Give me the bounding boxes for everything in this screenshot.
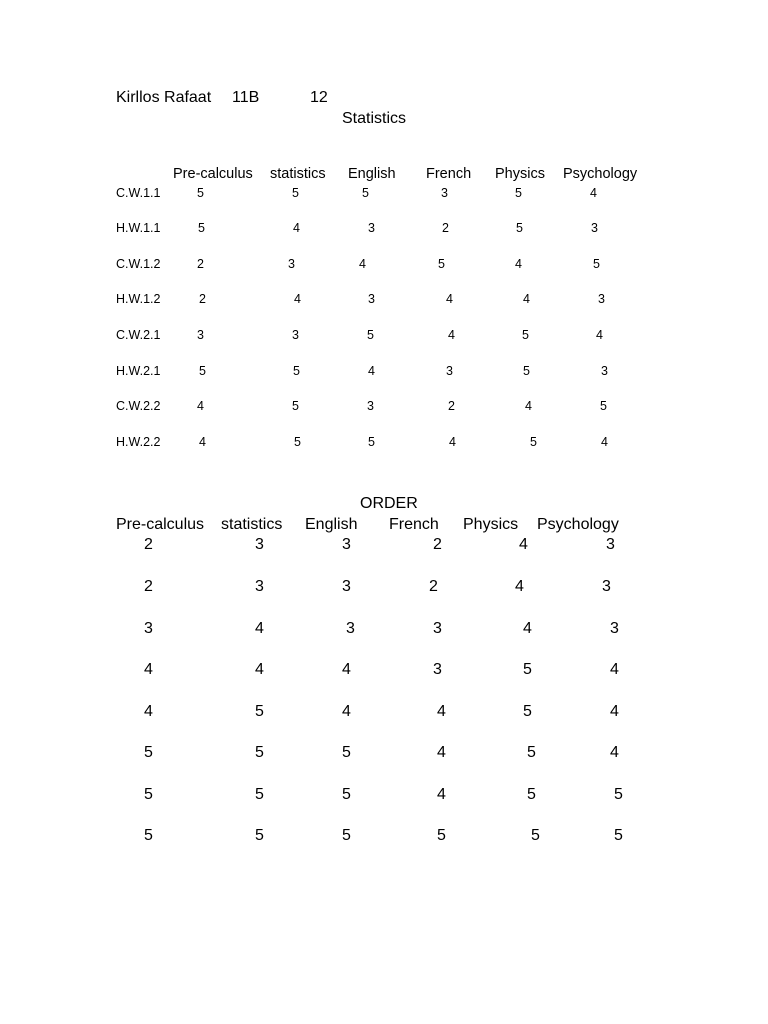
table1-cell: 5	[198, 221, 205, 235]
table1-cell: 4	[368, 364, 375, 378]
table1-column-header: English	[348, 166, 396, 182]
table1-cell: 5	[292, 186, 299, 200]
table1-row-label: H.W.2.2	[116, 435, 161, 449]
table2-cell: 5	[144, 827, 153, 844]
table2-cell: 4	[342, 661, 351, 678]
table2-cell: 4	[437, 786, 446, 803]
table1-cell: 2	[199, 292, 206, 306]
table1-cell: 3	[591, 221, 598, 235]
table2-cell: 5	[614, 786, 623, 803]
table2-cell: 5	[342, 786, 351, 803]
table2-cell: 4	[515, 578, 524, 595]
table2-cell: 4	[519, 536, 528, 553]
table2-cell: 3	[433, 661, 442, 678]
table2-cell: 5	[527, 744, 536, 761]
table1-cell: 5	[362, 186, 369, 200]
table2-cell: 5	[437, 827, 446, 844]
table2-cell: 5	[144, 744, 153, 761]
table1-cell: 3	[446, 364, 453, 378]
table2-cell: 5	[255, 786, 264, 803]
table1-cell: 4	[525, 399, 532, 413]
table1-cell: 4	[446, 292, 453, 306]
table1-row-label: H.W.2.1	[116, 364, 161, 378]
table1-row-label: C.W.1.2	[116, 257, 161, 271]
table2-cell: 5	[255, 703, 264, 720]
table1-cell: 4	[596, 328, 603, 342]
table1-cell: 4	[601, 435, 608, 449]
table2-cell: 5	[523, 661, 532, 678]
table2-cell: 2	[144, 578, 153, 595]
table2-cell: 3	[144, 620, 153, 637]
table1-cell: 4	[294, 292, 301, 306]
table2-cell: 2	[144, 536, 153, 553]
table2-cell: 5	[342, 827, 351, 844]
table1-cell: 3	[367, 399, 374, 413]
table1-row-label: C.W.2.2	[116, 399, 161, 413]
table2-cell: 4	[523, 620, 532, 637]
page-title: Statistics	[342, 110, 407, 127]
student-number: 12	[310, 89, 328, 106]
table2-cell: 4	[610, 744, 619, 761]
table1-cell: 3	[601, 364, 608, 378]
table2-cell: 4	[255, 661, 264, 678]
table1-cell: 5	[522, 328, 529, 342]
table1-cell: 3	[441, 186, 448, 200]
table2-cell: 5	[614, 827, 623, 844]
table2-cell: 2	[429, 578, 438, 595]
table2-cell: 3	[342, 536, 351, 553]
table1-row-label: H.W.1.2	[116, 292, 161, 306]
table1-column-header: French	[426, 166, 472, 182]
table2-cell: 4	[437, 703, 446, 720]
student-class: 11B	[232, 89, 260, 106]
table2-cell: 5	[531, 827, 540, 844]
table1-cell: 3	[368, 292, 375, 306]
table1-cell: 4	[590, 186, 597, 200]
table1-cell: 5	[199, 364, 206, 378]
table1-row-label: H.W.1.1	[116, 221, 161, 235]
table1-cell: 4	[199, 435, 206, 449]
table2-cell: 3	[255, 536, 264, 553]
table1-cell: 5	[293, 364, 300, 378]
table1-cell: 4	[515, 257, 522, 271]
table1-cell: 4	[523, 292, 530, 306]
table2-cell: 4	[144, 703, 153, 720]
order-title: ORDER	[360, 495, 418, 512]
table2-cell: 3	[342, 578, 351, 595]
table1-cell: 5	[530, 435, 537, 449]
table1-column-header: Physics	[495, 166, 545, 182]
table1-cell: 2	[442, 221, 449, 235]
table1-cell: 4	[449, 435, 456, 449]
table2-column-header: Psychology	[537, 516, 619, 533]
table2-cell: 4	[437, 744, 446, 761]
table2-cell: 3	[606, 536, 615, 553]
table1-cell: 5	[438, 257, 445, 271]
table1-cell: 5	[515, 186, 522, 200]
table1-cell: 2	[448, 399, 455, 413]
table1-cell: 3	[197, 328, 204, 342]
table1-column-header: statistics	[270, 166, 326, 182]
table2-cell: 4	[342, 703, 351, 720]
table1-cell: 3	[598, 292, 605, 306]
student-name: Kirllos Rafaat	[116, 89, 212, 106]
table1-cell: 3	[292, 328, 299, 342]
table1-cell: 4	[293, 221, 300, 235]
table2-column-header: French	[389, 516, 439, 533]
table1-cell: 4	[359, 257, 366, 271]
table2-cell: 3	[433, 620, 442, 637]
table1-cell: 5	[367, 328, 374, 342]
table1-column-header: Pre-calculus	[173, 166, 253, 182]
table2-cell: 5	[144, 786, 153, 803]
table1-cell: 5	[523, 364, 530, 378]
table2-column-header: Physics	[463, 516, 519, 533]
table1-cell: 5	[292, 399, 299, 413]
table2-cell: 2	[433, 536, 442, 553]
table2-cell: 5	[523, 703, 532, 720]
table2-cell: 5	[527, 786, 536, 803]
table2-cell: 5	[342, 744, 351, 761]
table1-cell: 5	[516, 221, 523, 235]
table2-cell: 3	[346, 620, 355, 637]
table2-cell: 3	[602, 578, 611, 595]
table2-cell: 4	[610, 703, 619, 720]
table2-column-header: statistics	[221, 516, 283, 533]
table2-cell: 3	[255, 578, 264, 595]
table1-cell: 4	[448, 328, 455, 342]
table1-cell: 3	[368, 221, 375, 235]
table1-cell: 5	[197, 186, 204, 200]
table1-column-header: Psychology	[563, 166, 638, 182]
table2-column-header: English	[305, 516, 358, 533]
table2-cell: 4	[255, 620, 264, 637]
table1-row-label: C.W.1.1	[116, 186, 161, 200]
table2-cell: 5	[255, 744, 264, 761]
table1-cell: 4	[197, 399, 204, 413]
table2-cell: 5	[255, 827, 264, 844]
table1-cell: 3	[288, 257, 295, 271]
table2-column-header: Pre-calculus	[116, 516, 205, 533]
table1-cell: 5	[593, 257, 600, 271]
table1-cell: 5	[294, 435, 301, 449]
table2-cell: 3	[610, 620, 619, 637]
table2-cell: 4	[144, 661, 153, 678]
table2-cell: 4	[610, 661, 619, 678]
table1-cell: 2	[197, 257, 204, 271]
table1-cell: 5	[600, 399, 607, 413]
table1-row-label: C.W.2.1	[116, 328, 161, 342]
table1-cell: 5	[368, 435, 375, 449]
